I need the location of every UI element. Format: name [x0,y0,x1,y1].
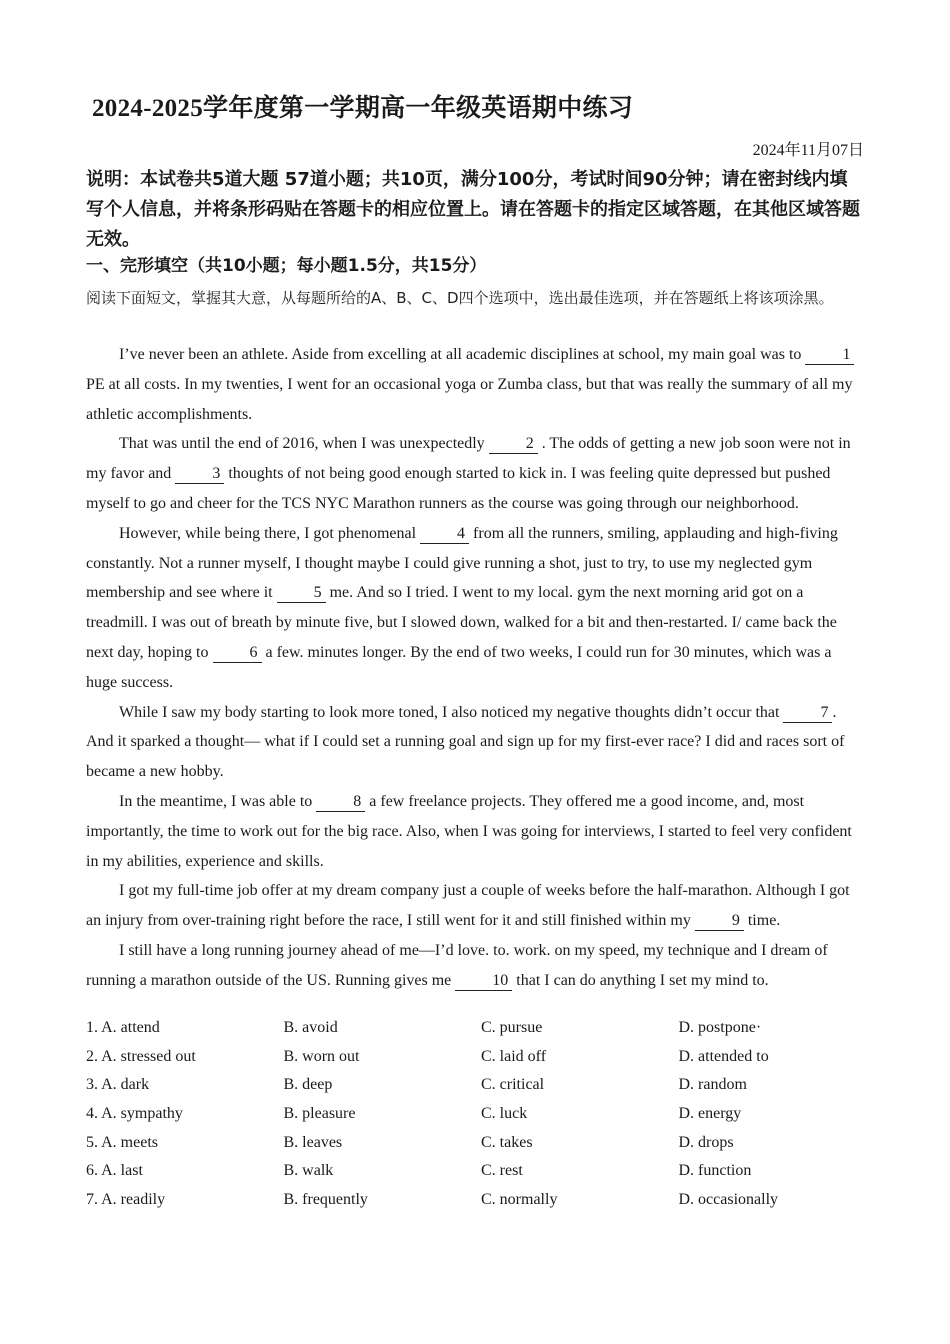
paragraph-5 [86,787,864,876]
option-a: 3. A. dark [86,1076,150,1094]
exam-notice: 说明：本试卷共5道大题 57道小题；共10页，满分100分，考试时间90分钟；请在密封线内填写个人信息，并将条形码贴在答题卡的相应位置上。请在答题卡的指定区域答题，在其他区域答题无效。 [86,169,860,250]
text: That was until the end of 2016, when I was unexpectedly [119,435,489,453]
blank-2: 2 [489,435,538,454]
option-c: C. pursue [481,1019,543,1036]
option-c: C. rest [481,1162,523,1180]
option-d: D. function [678,1162,752,1180]
option-a: 2. A. stressed out [86,1047,196,1065]
option-c: C. takes [481,1133,533,1151]
text: time. [743,912,781,930]
question-7-options [86,1191,876,1220]
option-b: B. leaves [283,1133,343,1151]
blank-9: 9 [695,912,744,931]
text: a few freelance projects. They offered me a good income, and, most importantly, the time to work out for the big race. Also, when I was going for interviews, I started to feel very confident in my abilities, experience and skills. [86,792,852,870]
section-heading: 一、完形填空（共10小题；每小题1.5分，共15分） [86,256,487,276]
option-c: C. normally [481,1191,558,1209]
paragraph-3 [86,519,864,698]
option-a: 7. A. readily [86,1191,166,1209]
option-d: D. attended to [678,1047,769,1065]
option-c: C. luck [481,1105,528,1123]
text: thoughts of not being good enough started to kick in. I was feeling quite depressed but pushed myself to go and cheer for the TCS NYC Marathon runners as the course was going through our neighborhood. [86,465,831,512]
blank-8: 8 [316,793,365,812]
text: from all the runners, smiling, applauding and high-fiving constantly. Not a runner myself, I thought maybe I could give running a shot, just to try, to use my neglected gym membership and see where it [86,524,838,602]
paragraph-7 [86,936,864,996]
question-4-options [86,1105,876,1134]
section-instruction: 阅读下面短文，掌握其大意，从每题所给的A、B、C、D四个选项中，选出最佳选项，并在答题纸上将该项涂黑。 [86,289,834,307]
text: I got my full-time job offer at my dream company just a couple of weeks before the half-marathon. Although I got an injury from over-training right before the race, I still went for it and still finished within my [86,882,850,930]
option-b: B. deep [283,1076,333,1094]
text: I’ve never been an athlete. Aside from excelling at all academic disciplines at school, my main goal was to [119,346,806,363]
text: that I can do anything I set my mind to. [512,971,769,989]
paragraph-2 [86,429,864,518]
blank-5: 5 [277,584,326,603]
option-a: 5. A. meets [86,1133,158,1151]
paragraph-1 [86,340,864,429]
question-3-options [86,1076,876,1105]
option-d: D. postpone· [678,1019,762,1036]
text: However, while being there, I got phenomenal [119,524,421,542]
text: me. And so I tried. I went to my local. gym the next morning arid got on a treadmill. I was out of breath by minute five, but I slowed down, walked for a bit and then-restarted. I/ came back the next day, hoping to [86,584,837,661]
blank-1: 1 [805,346,854,365]
blank-4: 4 [420,525,469,544]
text: In the meantime, I was able to [119,792,317,810]
option-b: B. walk [283,1162,334,1180]
question-1-options [86,1019,876,1048]
option-a: 4. A. sympathy [86,1105,183,1123]
option-d: D. drops [678,1133,734,1151]
blank-6: 6 [213,644,262,663]
option-c: C. critical [481,1076,545,1094]
blank-7: 7 [783,704,832,723]
text: While I saw my body starting to look more toned, I also noticed my negative thoughts didn’t occur that [119,703,784,721]
question-5-options [86,1134,876,1163]
page-title: 2024-2025学年度第一学期高一年级英语期中练习 [92,95,634,122]
option-b: B. worn out [283,1047,360,1065]
option-c: C. laid off [481,1047,547,1065]
option-a: 6. A. last [86,1162,143,1180]
paragraph-4 [86,698,864,787]
text: a few. minutes longer. By the end of two weeks, I could run for 30 minutes, which was a huge success. [86,643,832,691]
answer-options [86,1019,876,1220]
text: PE at all costs. In my twenties, I went for an occasional yoga or Zumba class, but that was really the summary of all my athletic accomplishments. [86,375,853,423]
paragraph-6 [86,876,864,936]
exam-date: 2024年11月07日 [752,142,864,159]
question-2-options [86,1048,876,1077]
question-6-options [86,1162,876,1191]
cloze-passage [86,340,864,996]
option-a: 1. A. attend [86,1019,160,1036]
option-d: D. occasionally [678,1191,779,1209]
text: . The odds of getting a new job soon were not in my favor and [86,435,851,483]
blank-3: 3 [175,465,224,484]
option-b: B. pleasure [283,1105,356,1123]
option-b: B. avoid [283,1019,338,1036]
text: . And it sparked a thought— what if I could set a running goal and sign up for my first-ever race? I did and races sort of became a new hobby. [86,703,845,781]
option-d: D. energy [678,1105,742,1123]
option-b: B. frequently [283,1191,368,1209]
text: I still have a long running journey ahead of me—I’d love. to. work. on my speed, my technique and I dream of running a marathon outside of the US. Running gives me [86,941,828,989]
blank-10: 10 [455,972,512,991]
option-d: D. random [678,1076,747,1094]
